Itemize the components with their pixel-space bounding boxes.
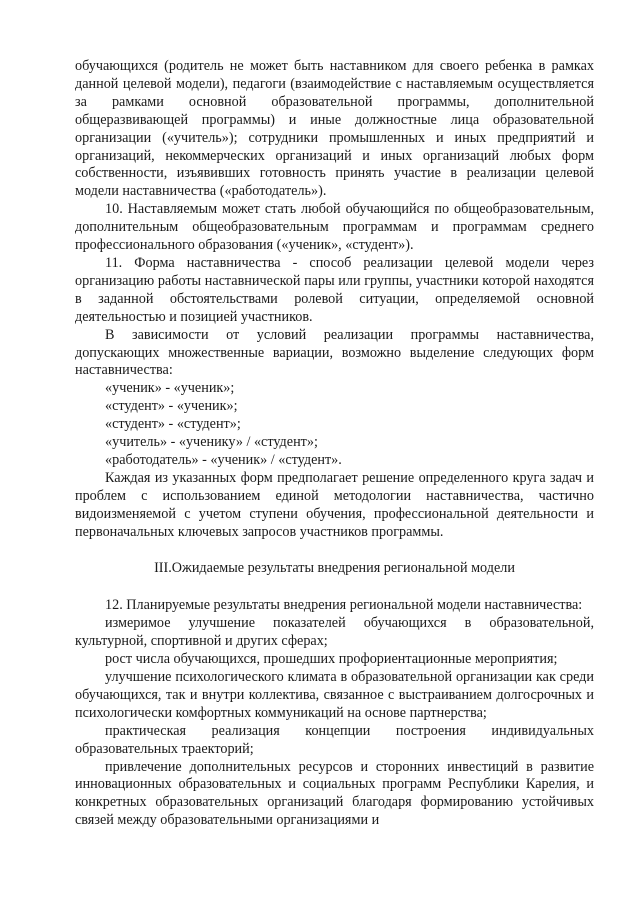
paragraph-forms-summary: Каждая из указанных форм предполагает решение определенного круга задач и проблем с использованием единой методологии наставничества, частично видоизменяемой с учетом ступени обучения, профессиональной деятельности и первоначальных ключевых запросов участников программы.	[75, 469, 594, 540]
result-list-item: привлечение дополнительных ресурсов и сторонних инвестиций в развитие инновационных образовательных и социальных программ Республики Карелия, и конкретных образовательных организаций благодаря формированию устойчивых связей между образовательными организациями и	[75, 758, 594, 829]
paragraph-forms-intro: В зависимости от условий реализации программы наставничества, допускающих множественные вариации, возможно выделение следующих форм наставничества:	[75, 326, 594, 379]
form-list-item: «учитель» - «ученику» / «студент»;	[105, 434, 318, 451]
result-list-item: рост числа обучающихся, прошедших профориентационные мероприятия;	[105, 651, 558, 668]
form-list-item: «студент» - «студент»;	[105, 416, 241, 433]
result-list-item: практическая реализация концепции построения индивидуальных образовательных траекторий;	[75, 722, 594, 757]
paragraph-11-mentoring-form: 11. Форма наставничества - способ реализации целевой модели через организацию работы наставнической пары или группы, участники которой находятся в заданной обстоятельствами ролевой ситуации, определяемой основной деятельностью и позицией участников.	[75, 254, 594, 325]
paragraph-10-mentee: 10. Наставляемым может стать любой обучающийся по общеобразовательным, дополнительным общеобразовательным программам и программам среднего профессионального образования («ученик», «студент»).	[75, 201, 594, 254]
result-list-item: измеримое улучшение показателей обучающихся в образовательной, культурной, спортивной и других сферах;	[75, 615, 594, 650]
paragraph-participants-continued: обучающихся (родитель не может быть наставником для своего ребенка в рамках данной целевой модели), педагоги (взаимодействие с наставляемым осуществляется за рамками основной образовательной программы, дополнительной общеразвивающей программы) и иные должностные лица образовательной организации («учитель»); сотрудники промышленных и иных предприятий и организаций, некоммерческих организаций и иных организаций любых форм собственности, изъявивших готовность принять участие в реализации целевой модели наставничества («работодатель»).	[75, 58, 594, 200]
form-list-item: «студент» - «ученик»;	[105, 398, 238, 415]
form-list-item: «ученик» - «ученик»;	[105, 380, 235, 397]
form-list-item: «работодатель» - «ученик» / «студент».	[105, 451, 342, 468]
paragraph-12-results: 12. Планируемые результаты внедрения региональной модели наставничества:	[105, 597, 583, 614]
section-heading: III.Ожидаемые результаты внедрения региональной модели	[154, 560, 515, 577]
result-list-item: улучшение психологического климата в образовательной организации как среди обучающихся, так и внутри коллектива, связанное с выстраиванием долгосрочных и психологически комфортных коммуникаций на основе партнерства;	[75, 669, 594, 721]
